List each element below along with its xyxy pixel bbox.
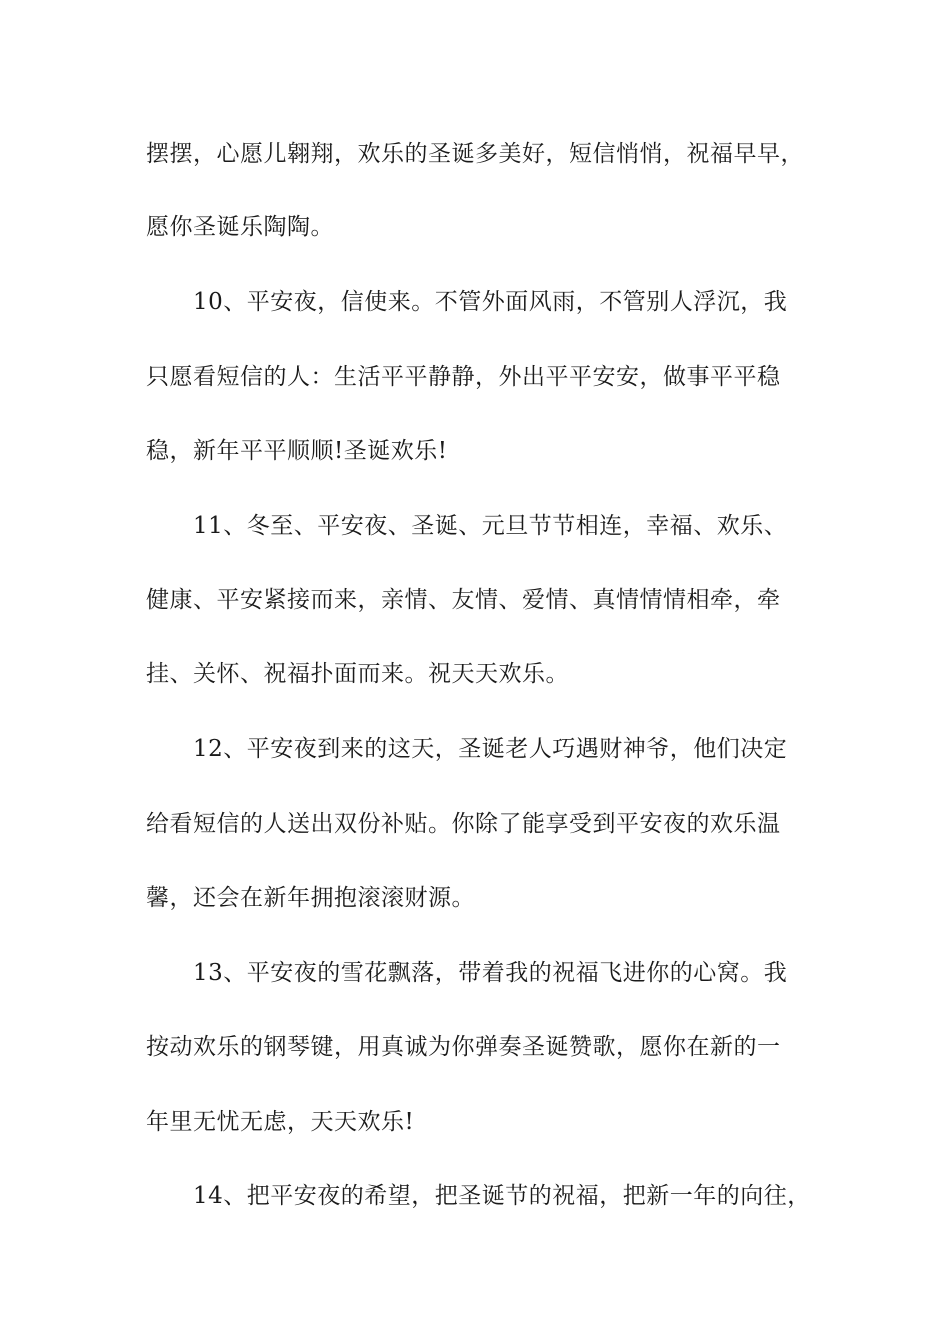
paragraph-10-line-1: 10、平安夜，信使来。不管外面风雨，不管别人浮沉，我 (193, 289, 788, 315)
paragraph-12-line-1: 12、平安夜到来的这天，圣诞老人巧遇财神爷，他们决定 (193, 736, 788, 762)
paragraph-13-line-3: 年里无忧无虑，天天欢乐! (146, 1109, 415, 1135)
paragraph-10-line-2: 只愿看短信的人：生活平平静静，外出平平安安，做事平平稳 (146, 364, 781, 390)
paragraph-13-line-1: 13、平安夜的雪花飘落，带着我的祝福飞进你的心窝。我 (193, 960, 788, 986)
paragraph-11-line-2: 健康、平安紧接而来，亲情、友情、爱情、真情情情相牵，牵 (146, 587, 781, 613)
paragraph-13-line-2: 按动欢乐的钢琴键，用真诚为你弹奏圣诞赞歌，愿你在新的一 (146, 1034, 781, 1060)
paragraph-11-line-3: 挂、关怀、祝福扑面而来。祝天天欢乐。 (146, 661, 569, 687)
text-line-1: 摆摆，心愿儿翱翔，欢乐的圣诞多美好，短信悄悄，祝福早早， (146, 141, 804, 167)
paragraph-12-line-3: 馨，还会在新年拥抱滚滚财源。 (146, 885, 475, 911)
paragraph-14-line-1: 14、把平安夜的希望，把圣诞节的祝福，把新一年的向往， (193, 1183, 811, 1209)
text-line-2: 愿你圣诞乐陶陶。 (146, 214, 334, 240)
paragraph-12-line-2: 给看短信的人送出双份补贴。你除了能享受到平安夜的欢乐温 (146, 811, 781, 837)
paragraph-10-line-3: 稳，新年平平顺顺!圣诞欢乐! (146, 438, 448, 464)
paragraph-11-line-1: 11、冬至、平安夜、圣诞、元旦节节相连，幸福、欢乐、 (193, 513, 788, 539)
